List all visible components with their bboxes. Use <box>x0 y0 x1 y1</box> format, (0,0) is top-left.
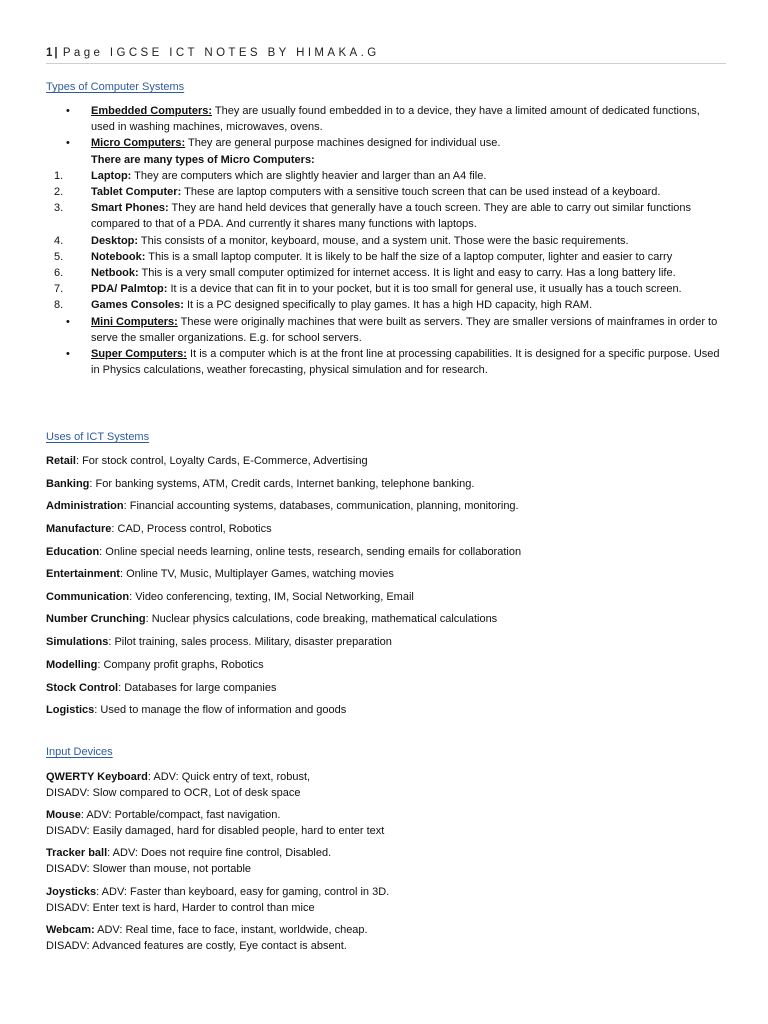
use-item: Stock Control: Databases for large companies <box>46 682 277 694</box>
list-item-numbered: 3. Smart Phones: They are hand held devices that generally have a touch screen. They are able to carry out similar functions compared to that of a PDA. And currently it shares many functions with laptops. <box>54 202 692 231</box>
bullet-icon: • <box>66 105 70 117</box>
list-item-super: • Super Computers: It is a computer which is at the front line at processing capabilities. It is designed for a specific purpose. Used in Physics calculations, weather forecasting, physical simulation and for research. <box>66 348 720 377</box>
list-item-numbered: 1. Laptop: They are computers which are slightly heavier and larger than an A4 file. <box>54 169 487 182</box>
use-item: Logistics: Used to manage the flow of information and goods <box>46 704 347 716</box>
page-number: 1 <box>46 47 53 59</box>
device-item: Tracker ball: ADV: Does not require fine control, Disabled. DISADV: Slower than mouse, not portable <box>46 847 332 875</box>
section-title-input-devices: Input Devices <box>46 746 113 758</box>
list-item-numbered: 5. Notebook: This is a small laptop computer. It is likely to be half the size of a laptop computer, lighter and easier to carry <box>54 250 673 263</box>
header-label: Page IGCSE ICT NOTES BY HIMAKA.G <box>62 47 380 59</box>
list-item-numbered: 8. Games Consoles: It is a PC designed specifically to play games. It has a high HD capacity, high RAM. <box>54 299 593 312</box>
list-item-numbered: 6. Netbook: This is a very small computer optimized for internet access. It is light and easy to carry. Has a long battery life. <box>54 267 676 280</box>
list-item-numbered: 7. PDA/ Palmtop: It is a device that can fit in to your pocket, but it is too small for general use, it usually has a touch screen. <box>54 283 682 296</box>
device-item: Webcam: ADV: Real time, face to face, instant, worldwide, cheap. DISADV: Advanced features are costly, Eye contact is absent. <box>46 924 368 952</box>
header-separator: | <box>54 47 58 59</box>
page-header <box>46 47 726 64</box>
list-item-embedded: • Embedded Computers: They are usually found embedded in to a device, they have a limited amount of dedicated functions, used in washing machines, microwaves, ovens. <box>66 105 700 134</box>
device-item: QWERTY Keyboard: ADV: Quick entry of text, robust, DISADV: Slow compared to OCR, Lot of desk space <box>46 771 311 799</box>
bullet-icon: • <box>66 315 70 328</box>
micro-subheading: There are many types of Micro Computers: <box>91 153 315 166</box>
list-item-micro: • Micro Computers: They are general purpose machines designed for individual use. <box>46 135 726 151</box>
use-item: Education: Online special needs learning, online tests, research, sending emails for collaboration <box>46 546 522 558</box>
section-title-types: Types of Computer Systems <box>46 81 185 93</box>
use-item: Communication: Video conferencing, texting, IM, Social Networking, Email <box>46 591 414 603</box>
use-item: Modelling: Company profit graphs, Robotics <box>46 659 264 671</box>
use-item: Banking: For banking systems, ATM, Credit cards, Internet banking, telephone banking. <box>46 478 475 490</box>
list-item-mini: • Mini Computers: These were originally machines that were built as servers. They are smaller versions of mainframes in order to serve the smaller organizations. E.g. for school servers. <box>66 315 718 344</box>
use-item: Manufacture: CAD, Process control, Robotics <box>46 523 272 535</box>
types-list <box>46 103 726 378</box>
use-item: Entertainment: Online TV, Music, Multiplayer Games, watching movies <box>46 568 394 580</box>
use-item: Retail: For stock control, Loyalty Cards, E-Commerce, Advertising <box>46 455 368 467</box>
bullet-icon: • <box>66 348 70 361</box>
use-item: Administration: Financial accounting systems, databases, communication, planning, monitoring. <box>46 500 519 512</box>
use-item: Number Crunching: Nuclear physics calculations, code breaking, mathematical calculations <box>46 613 498 625</box>
use-item: Simulations: Pilot training, sales process. Military, disaster preparation <box>46 636 392 648</box>
device-item: Mouse: ADV: Portable/compact, fast navigation. DISADV: Easily damaged, hard for disabled people, hard to enter text <box>46 809 385 837</box>
list-item-numbered: 4. Desktop: This consists of a monitor, keyboard, mouse, and a system unit. Those were the basic requirements. <box>54 234 629 247</box>
section-title-uses: Uses of ICT Systems <box>46 431 150 443</box>
list-item-numbered: 2. Tablet Computer: These are laptop computers with a sensitive touch screen that can be used instead of a keyboard. <box>54 186 661 199</box>
device-item: Joysticks: ADV: Faster than keyboard, easy for gaming, control in 3D. DISADV: Enter text is hard, Harder to control than mice <box>46 886 390 914</box>
bullet-icon: • <box>66 137 70 150</box>
